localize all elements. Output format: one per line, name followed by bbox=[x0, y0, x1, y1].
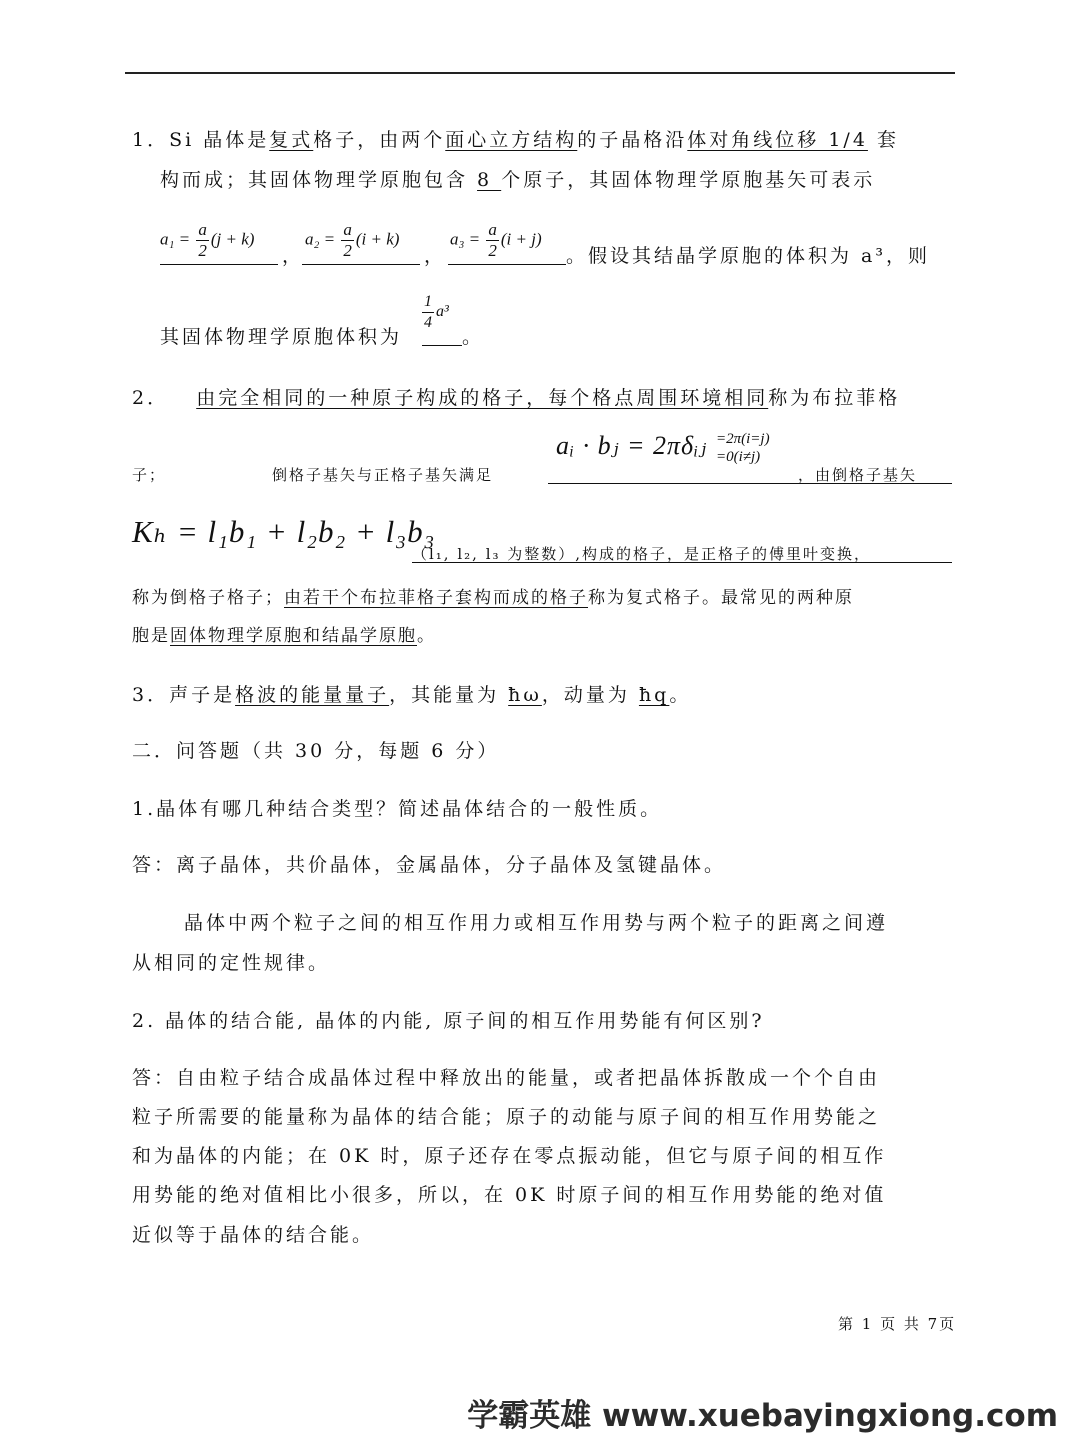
answer-1-line3: 从相同的定性规律。 bbox=[132, 952, 331, 974]
text: 倒格子基矢与正格子基矢满足 bbox=[272, 466, 494, 484]
denominator: 2 bbox=[198, 241, 207, 260]
denominator: 4 bbox=[424, 314, 432, 331]
site-watermark: 学霸英雄 www.xuebayingxiong.com bbox=[467, 1398, 1058, 1434]
formula-rhs: (i + j) bbox=[500, 229, 542, 249]
answer-2-line5: 近似等于晶体的结合能。 bbox=[132, 1224, 375, 1246]
answer-fill: 格波的能量量子 bbox=[235, 684, 390, 706]
answer-fill: 由完全相同的一种原子构成的格子，每个格点周围环境相同 bbox=[196, 387, 769, 409]
answer-fill: 8 bbox=[477, 169, 502, 191]
orthogonality-equation: aᵢ · bⱼ = 2πδᵢⱼ bbox=[556, 431, 708, 460]
formula-a1 bbox=[160, 220, 254, 261]
q1-line2 bbox=[160, 167, 875, 193]
answer-1-line1: 答：离子晶体，共价晶体，金属晶体，分子晶体及氢键晶体。 bbox=[132, 854, 727, 876]
formula-lhs: a₁ = bbox=[160, 229, 191, 249]
text: 称为布拉菲格 bbox=[768, 387, 901, 409]
answer-fill: ħω bbox=[508, 684, 542, 706]
answer-2-line4: 用势能的绝对值相比小很多，所以，在 0K 时原子间的相互作用势能的绝对值 bbox=[132, 1184, 887, 1206]
q2-line5 bbox=[132, 623, 436, 649]
blank-a3 bbox=[448, 264, 566, 265]
text: 。假设其结晶学原胞的体积为 a³，则 bbox=[566, 245, 930, 267]
q2-line4 bbox=[132, 585, 854, 611]
equation-cases bbox=[716, 430, 770, 466]
blank-volume bbox=[422, 345, 462, 346]
question-2: 2. 晶体的结合能, 晶体的内能, 原子间的相互作用势能有何区别? bbox=[132, 1010, 765, 1032]
text: 的子晶格沿 bbox=[577, 129, 688, 151]
answer-2-line1: 答：自由粒子结合成晶体过程中释放出的能量，或者把晶体拆散成一个个自由 bbox=[132, 1067, 881, 1089]
answer-fill: 面心立方结构 bbox=[445, 129, 578, 151]
text: 构而成；其固体物理学原胞包含 bbox=[160, 169, 478, 191]
answer-2-line2: 粒子所需要的能量称为晶体的结合能；原子的动能与原子间的相互作用势能之 bbox=[132, 1106, 881, 1128]
q1-line4 bbox=[160, 324, 402, 350]
text: 子； bbox=[132, 466, 167, 484]
text: 其固体物理学原胞体积为 bbox=[160, 326, 403, 348]
text: 套 bbox=[867, 129, 899, 151]
blank-a1 bbox=[160, 264, 278, 265]
text: 。 bbox=[462, 326, 485, 348]
case-1: =2π(i=j) bbox=[716, 431, 770, 447]
fraction bbox=[486, 220, 499, 261]
fraction bbox=[196, 220, 209, 261]
text: 格子，由两个 bbox=[313, 129, 446, 151]
text: 胞是 bbox=[132, 626, 170, 646]
text: 3．声子是 bbox=[132, 684, 236, 706]
denominator: 2 bbox=[488, 241, 497, 260]
q3-line bbox=[132, 682, 691, 708]
text: ，动量为 bbox=[541, 684, 639, 706]
case-2: =0(i≠j) bbox=[716, 449, 761, 465]
question-1: 1.晶体有哪几种结合类型？简述晶体结合的一般性质。 bbox=[132, 798, 663, 820]
answer-fill: 由若干个布拉菲格子套构而成的格子 bbox=[284, 588, 588, 608]
text: 称为复式格子。最常见的两种原 bbox=[588, 588, 854, 608]
denominator: 2 bbox=[343, 241, 352, 260]
answer-fill: 固体物理学原胞和结晶学原胞 bbox=[170, 626, 417, 646]
text: 称为倒格子格子； bbox=[132, 588, 284, 608]
formula-a2 bbox=[305, 220, 399, 261]
text: ，由倒格子基矢 bbox=[798, 466, 918, 484]
page-footer: 第 1 页 共 7页 bbox=[838, 1315, 957, 1333]
answer-1-line2: 晶体中两个粒子之间的相互作用力或相互作用势与两个粒子的距离之间遵 bbox=[184, 912, 889, 934]
separator: ， bbox=[282, 245, 305, 267]
formula-lhs: a₂ = bbox=[305, 229, 336, 249]
text: （l₁, l₂, l₃ 为整数）,构成的格子，是正格子的傅里叶变换， bbox=[412, 545, 872, 563]
fraction bbox=[422, 292, 434, 333]
numerator: a bbox=[198, 220, 207, 239]
numerator: 1 bbox=[422, 292, 434, 313]
numerator: a bbox=[488, 220, 497, 239]
reciprocal-vector-equation: Kₕ = l₁b₁ + l₂b₂ + l₃b₃ bbox=[132, 514, 436, 549]
numerator: a bbox=[343, 220, 352, 239]
q2-line1 bbox=[132, 385, 900, 411]
formula-a3 bbox=[450, 220, 542, 261]
volume-formula bbox=[420, 292, 449, 333]
answer-fill: 体对角线位移 1/4 bbox=[687, 129, 868, 151]
blank-a2 bbox=[302, 264, 420, 265]
formula-rhs: (i + k) bbox=[355, 229, 400, 249]
text: 。 bbox=[669, 684, 692, 706]
formula-lhs: a₃ = bbox=[450, 229, 481, 249]
text: 。 bbox=[417, 626, 436, 646]
question-number: 2． bbox=[132, 387, 170, 409]
answer-fill: 复式 bbox=[269, 129, 314, 151]
section-heading: 二．问答题（共 30 分，每题 6 分） bbox=[132, 740, 500, 762]
q1-line1 bbox=[132, 127, 899, 153]
fraction bbox=[341, 220, 354, 261]
header-rule bbox=[125, 72, 955, 74]
answer-fill: ħq bbox=[638, 684, 670, 706]
text: ，其能量为 bbox=[389, 684, 509, 706]
formula-rhs: (j + k) bbox=[210, 229, 255, 249]
answer-2-line3: 和为晶体的内能；在 0K 时，原子还存在零点振动能，但它与原子间的相互作 bbox=[132, 1145, 887, 1167]
power: a³ bbox=[436, 303, 449, 321]
text: 1．Si 晶体是 bbox=[132, 129, 270, 151]
blank-kh bbox=[412, 562, 952, 563]
text: 个原子，其固体物理学原胞基矢可表示 bbox=[501, 169, 876, 191]
separator: ， bbox=[424, 245, 447, 267]
